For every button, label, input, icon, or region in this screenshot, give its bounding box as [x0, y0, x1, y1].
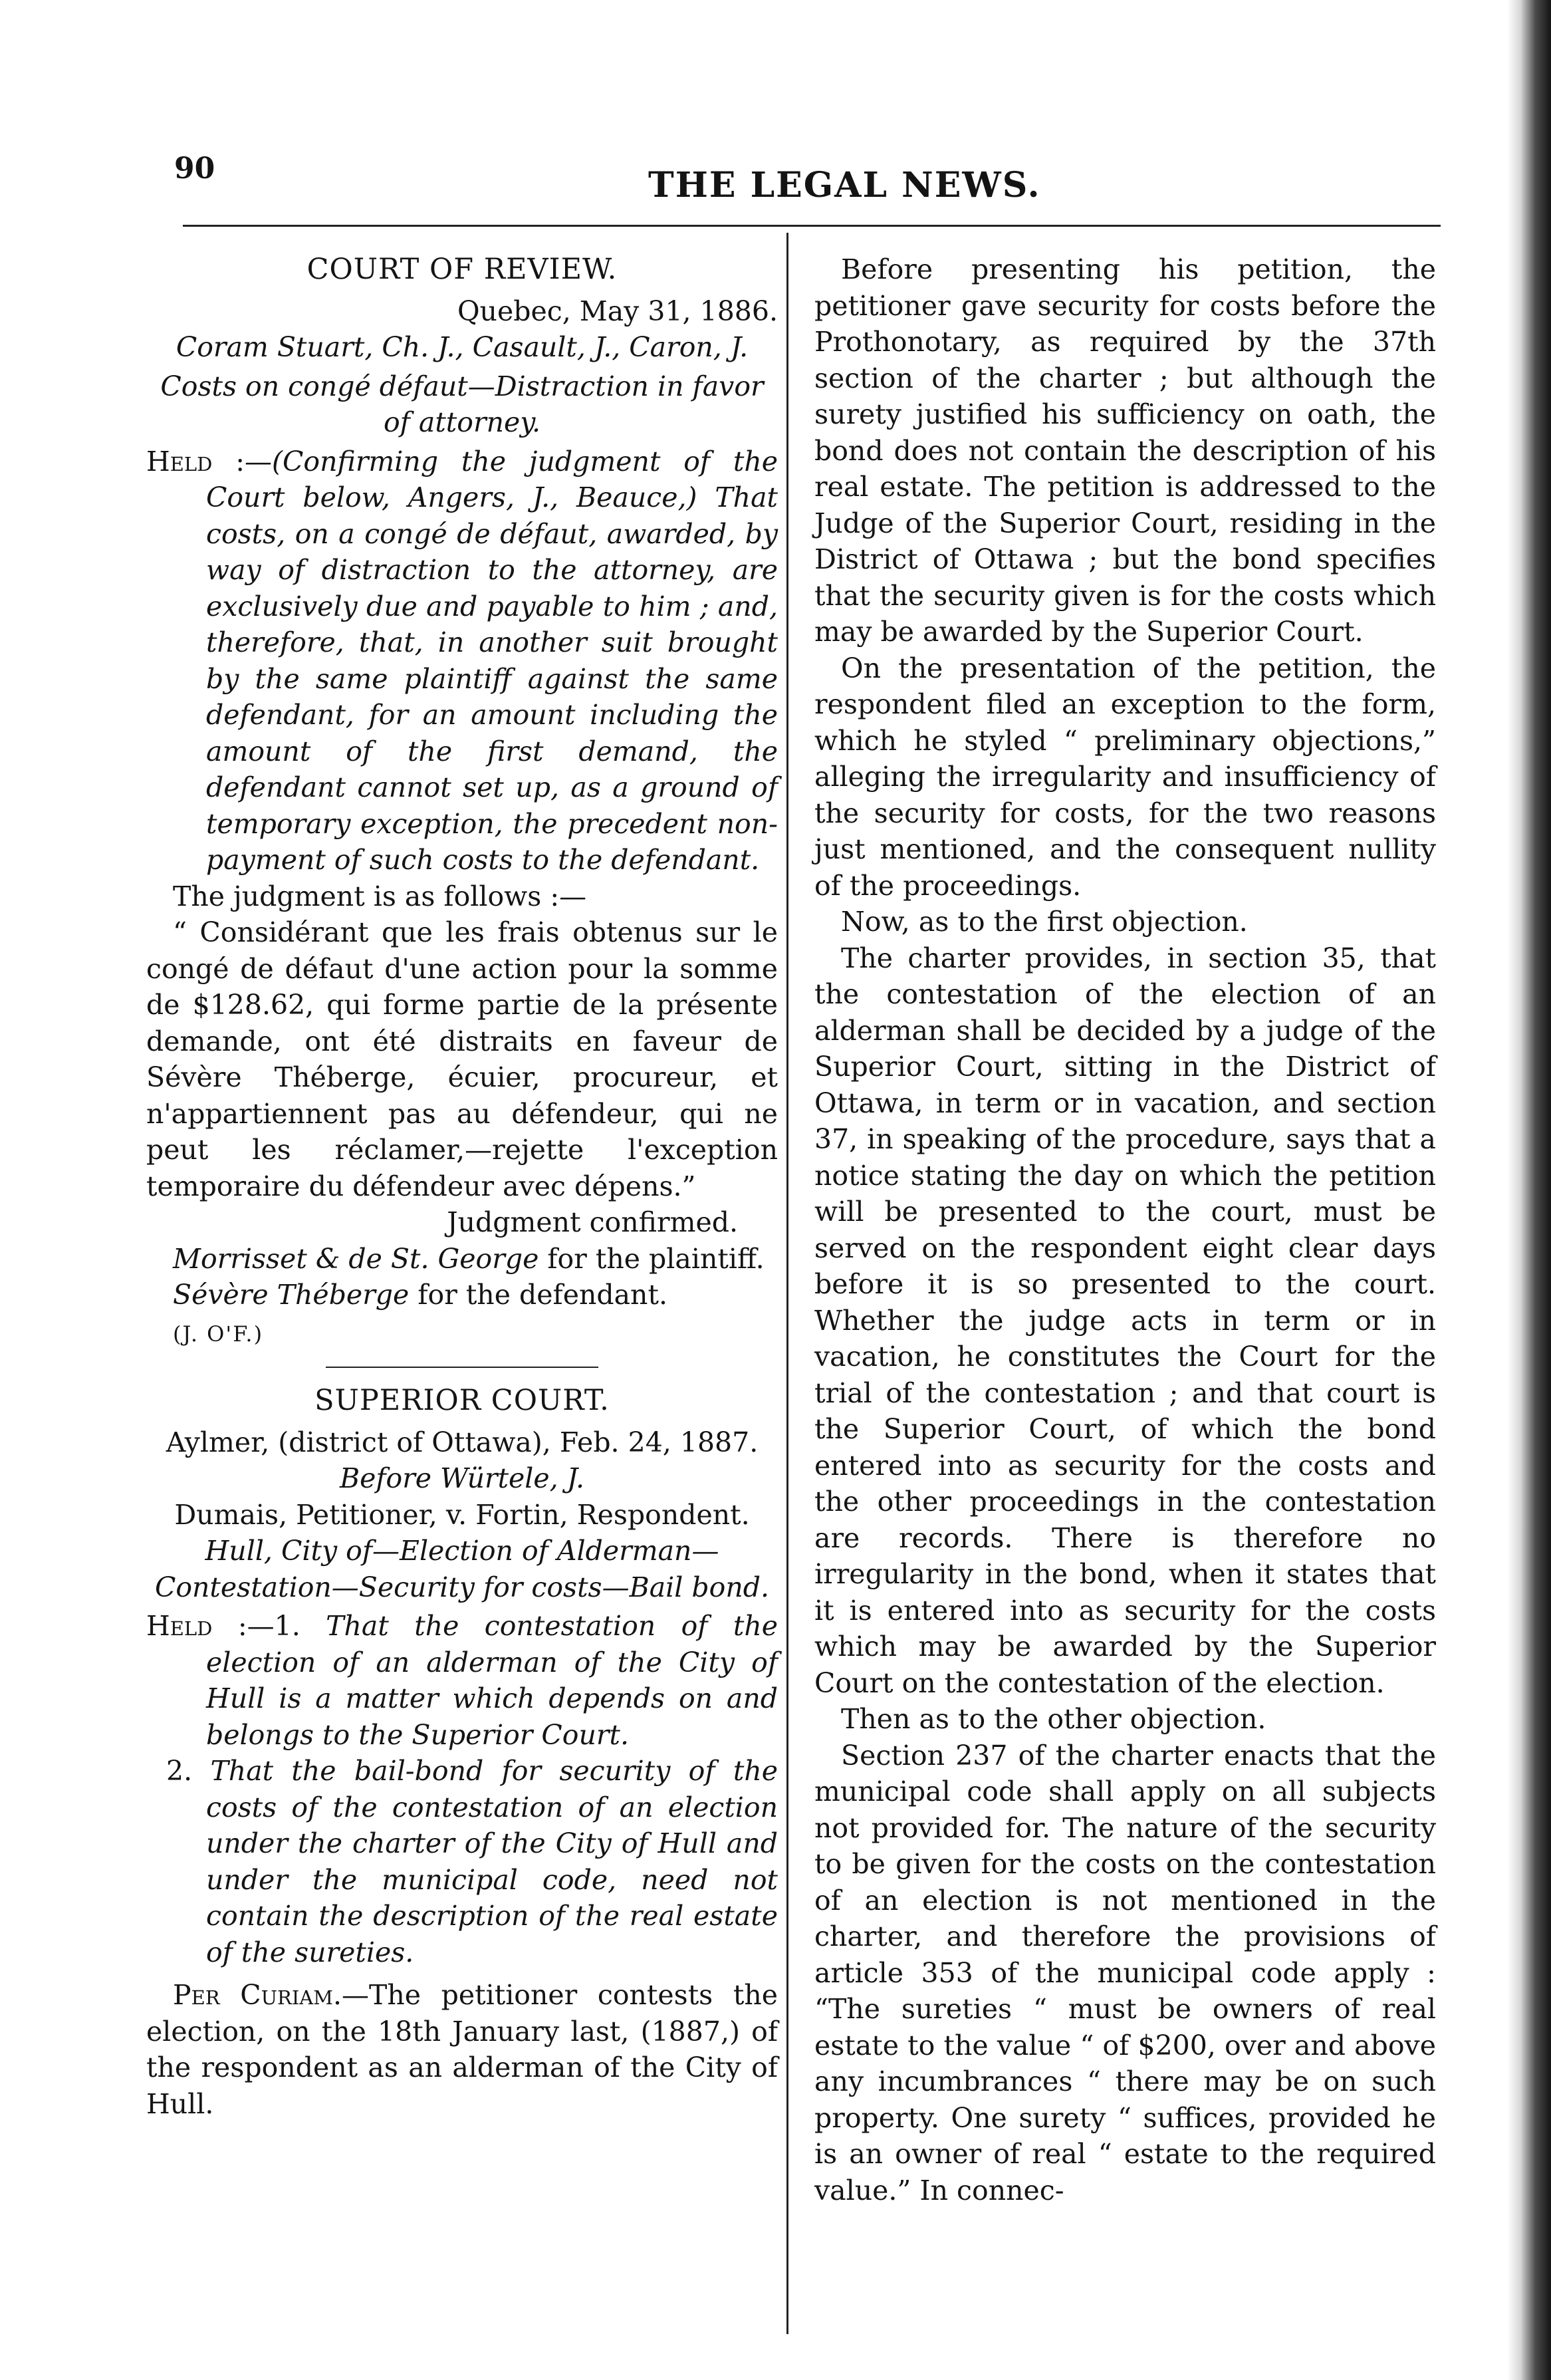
right-para-3: Now, as to the first objection.	[841, 906, 1248, 938]
judgment-result: Judgment confirmed.	[447, 1206, 738, 1238]
held2-paragraph	[146, 1608, 778, 1753]
held2-point1: That the contestation of the election of an alderman of the City of Hull is a matter which depends on and belongs to the Superior Court.	[206, 1610, 778, 1751]
held2-point2-paragraph	[146, 1753, 778, 1970]
defendant-counsel-name: Sévère Théberge	[173, 1279, 410, 1311]
section-rule	[326, 1367, 598, 1368]
per-curiam-text: —The petitioner contests the election, on the 18th January last, (1887,) of the respondent as an alderman of the City of Hull.	[146, 1979, 778, 2120]
court-title: COURT OF REVIEW.	[306, 253, 618, 286]
judgment-quote: “ Considérant que les frais obtenus sur le congé de défaut d'une action pour la somme de $128.62, qui forme partie de la présente demande, ont été distraits en faveur de Sévère Théberge, écuier, procureur, et n'appartiennent pas au défendeur, qui ne peut les réclamer,—rejette l'exception temporaire du défendeur avec dépens.”	[146, 916, 778, 1202]
right-para-2: On the presentation of the petition, the respondent filed an exception to the form, which he styled “ preliminary objections,” alleging the irregularity and insufficiency of the security for costs, for the two reasons just mentioned, and the consequent nullity of the proceedings.	[814, 652, 1436, 902]
held-paragraph	[146, 444, 778, 878]
plaintiff-counsel-name: Morrisset & de St. George	[173, 1242, 539, 1275]
per-curiam-label: Per Curiam.	[173, 1979, 342, 2011]
right-para-6: Section 237 of the charter enacts that the municipal code shall apply on all subjects not provided for. The nature of the security to be given for the costs on the contestation of an election is not mentioned in the charter, and therefore the provisions of article 353 of the municipal code apply : “The sureties “ must be owners of real estate to the value “ of $200, over and above any incumbrances “ there may be on such property. One surety “ suffices, provided he is an owner of real “ estate to the required value.” In connec-	[814, 1739, 1436, 2206]
judgment-intro: The judgment is as follows :—	[173, 880, 587, 912]
held2-point2-num: 2.	[166, 1755, 211, 1787]
defendant-counsel	[146, 1277, 778, 1313]
scan-edge-shadow	[1507, 0, 1551, 2380]
right-para-4: The charter provides, in section 35, that the contestation of the election of an alderman shall be decided by a judge of the Superior Court, sitting in the District of Ottawa, in term or in vacation, and section 37, in speaking of the procedure, says that a notice stating the day on which the petition will be presented to the court, must be served on the respondent eight clear days before it is so presented to the court. Whether the judge acts in term or in vacation, he constitutes the Court for the trial of the contestation ; and that court is the Superior Court, of which the bond entered into as security for the costs and the other proceedings in the contestation are records. There is therefore no irregularity in the bond, when it states that it is entered into as security for the costs which may be awarded by the Superior Court on the contestation of the election.	[814, 942, 1436, 1699]
defendant-counsel-role: for the defendant.	[409, 1279, 667, 1311]
parties-line: Dumais, Petitioner, v. Fortin, Respondent.	[174, 1498, 750, 1531]
place-date-2: Aylmer, (district of Ottawa), Feb. 24, 1887.	[166, 1426, 759, 1458]
coram-line: Coram Stuart, Ch. J., Casault, J., Caron, J.	[176, 331, 749, 363]
held2-label: Held :—	[146, 1610, 275, 1642]
held-label: Held :—	[146, 445, 273, 477]
reporter-initials: (J. O'F.)	[173, 1321, 264, 1347]
left-column	[146, 251, 778, 2122]
journal-title: THE LEGAL NEWS.	[648, 165, 1041, 205]
plaintiff-counsel	[146, 1241, 778, 1277]
right-para-5: Then as to the other objection.	[841, 1703, 1266, 1735]
right-column	[814, 251, 1436, 2208]
per-curiam-paragraph	[146, 1977, 778, 2122]
court2-title: SUPERIOR COURT.	[314, 1384, 610, 1417]
place-date: Quebec, May 31, 1886.	[457, 295, 778, 327]
held2-point1-num: 1.	[274, 1610, 326, 1642]
case-subject-2: Hull, City of—Election of Alderman—Contestation—Security for costs—Bail bond.	[154, 1535, 770, 1603]
column-divider	[786, 233, 788, 2334]
case-subject: Costs on congé défaut—Distraction in favor of attorney.	[160, 370, 764, 438]
right-para-1: Before presenting his petition, the petitioner gave security for costs before the Prothonotary, as required by the 37th section of the charter ; but although the surety justified his sufficiency on oath, the bond does not contain the description of his real estate. The petition is addressed to the Judge of the Superior Court, residing in the District of Ottawa ; but the bond specifies that the security given is for the costs which may be awarded by the Superior Court.	[814, 253, 1436, 648]
before-line: Before Würtele, J.	[339, 1462, 585, 1494]
held2-point2: That the bail-bond for security of the costs of the contestation of an election under the charter of the City of Hull and under the municipal code, need not contain the description of the real estate of the sureties.	[206, 1755, 778, 1968]
page-number: 90	[174, 152, 215, 186]
header-rule	[183, 225, 1441, 227]
held-text: (Confirming the judgment of the Court below, Angers, J., Beauce,) That costs, on a congé de défaut, awarded, by way of distraction to the attorney, are exclusively due and payable to him ; and, therefore, that, in another suit brought by the same plaintiff against the same defendant, for an amount including the amount of the first demand, the defendant cannot set up, as a ground of temporary exception, the precedent non-payment of such costs to the defendant.	[206, 445, 778, 876]
plaintiff-counsel-role: for the plaintiff.	[538, 1242, 765, 1275]
